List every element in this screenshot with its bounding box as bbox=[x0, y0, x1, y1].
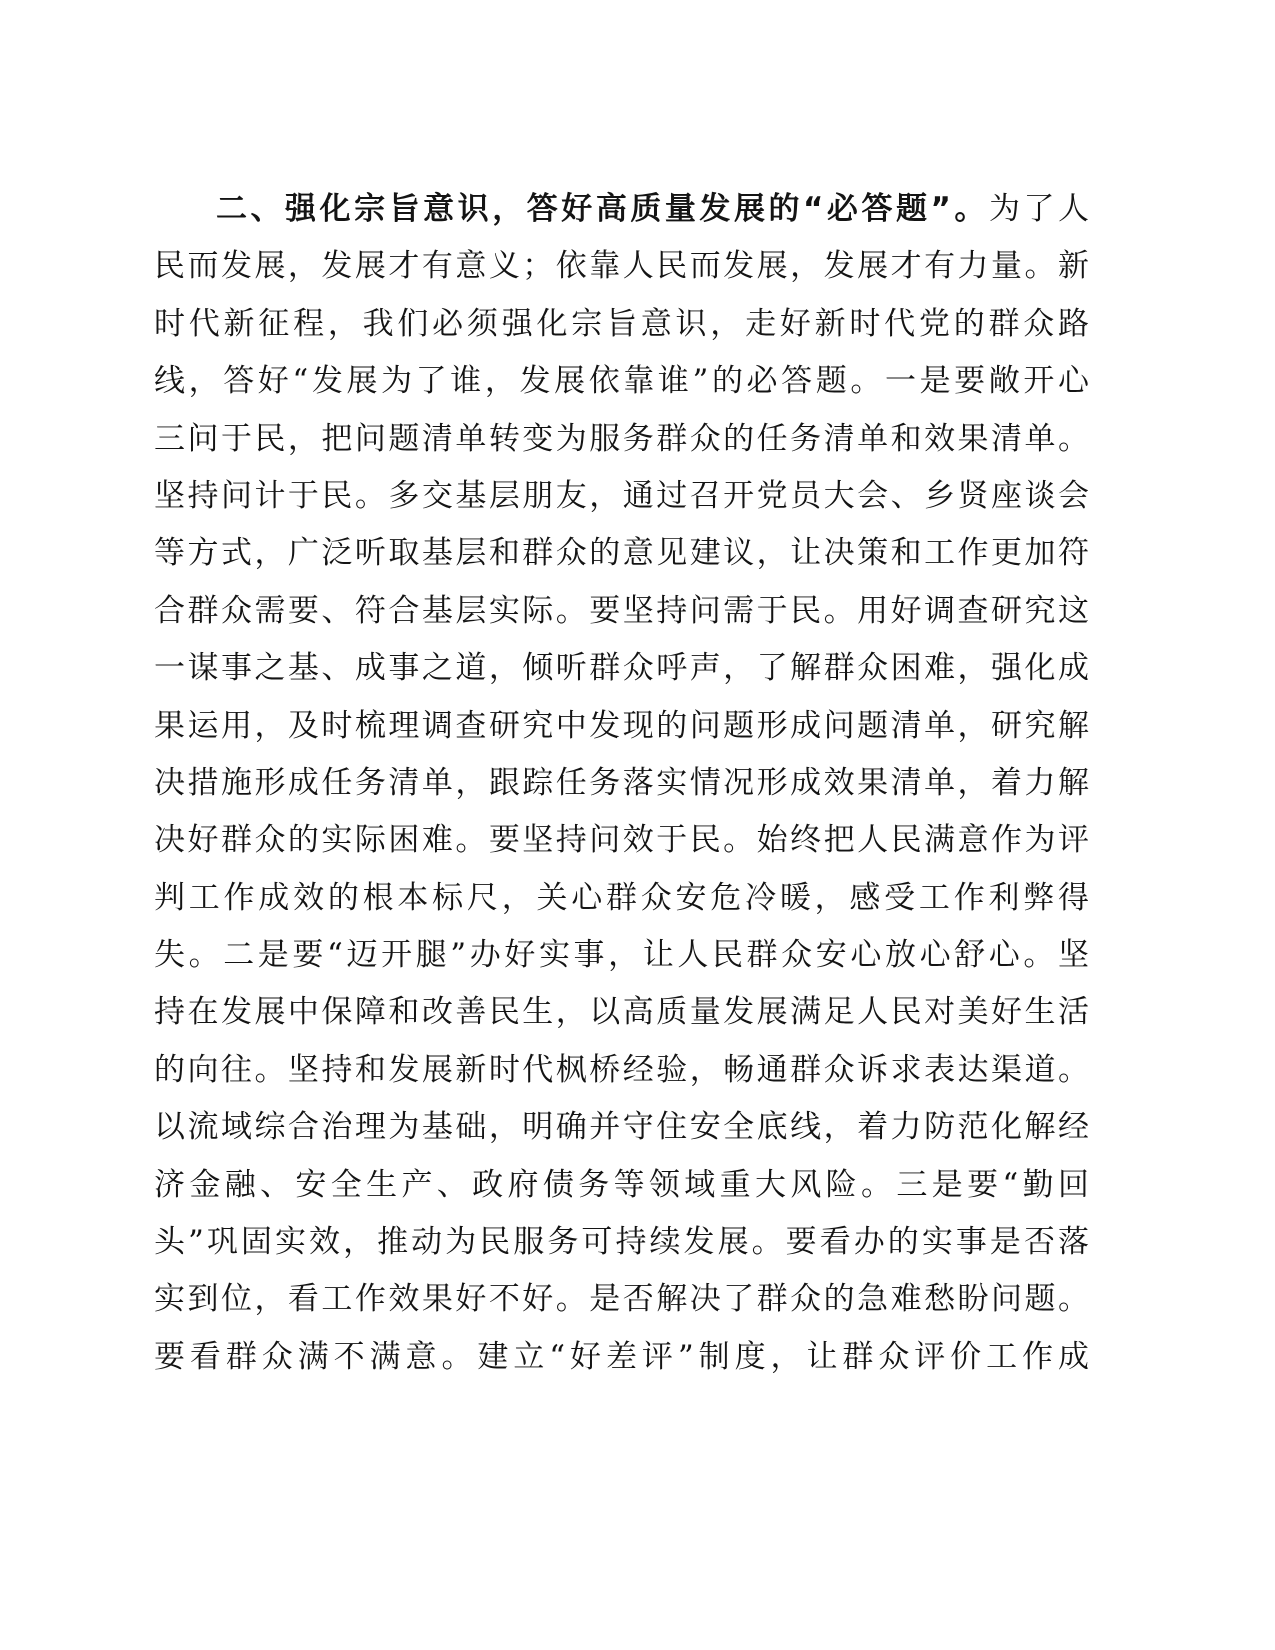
paragraph-line-2: 民而发展，发展才有意义；依靠人民而发展，发展才有力量。新 bbox=[154, 248, 1089, 285]
paragraph-line-7: 等方式，广泛听取基层和群众的意见建议，让决策和工作更加符 bbox=[154, 535, 1089, 572]
paragraph-line-18: 济金融、安全生产、政府债务等领域重大风险。三是要“勤回 bbox=[154, 1166, 1089, 1203]
paragraph-line-6: 坚持问计于民。多交基层朋友，通过召开党员大会、乡贤座谈会 bbox=[154, 477, 1089, 514]
paragraph-line-21: 要看群众满不满意。建立“好差评”制度，让群众评价工作成 bbox=[154, 1338, 1089, 1375]
paragraph-line-1 bbox=[154, 181, 1089, 238]
paragraph-line-17: 以流域综合治理为基础，明确并守住安全底线，着力防范化解经 bbox=[154, 1109, 1089, 1146]
paragraph-text: 为了人 bbox=[988, 191, 1089, 227]
paragraph-line-11: 决措施形成任务清单，跟踪任务落实情况形成效果清单，着力解 bbox=[154, 764, 1089, 801]
paragraph-line-20: 实到位，看工作效果好不好。是否解决了群众的急难愁盼问题。 bbox=[154, 1281, 1089, 1318]
paragraph-line-14: 失。二是要“迈开腿”办好实事，让人民群众安心放心舒心。坚 bbox=[154, 937, 1089, 974]
paragraph-line-13: 判工作成效的根本标尺，关心群众安危冷暖，感受工作利弊得 bbox=[154, 879, 1089, 916]
section-heading: 二、强化宗旨意识，答好高质量发展的“必答题”。 bbox=[216, 191, 989, 227]
paragraph-line-5: 三问于民，把问题清单转变为服务群众的任务清单和效果清单。 bbox=[154, 420, 1089, 457]
paragraph-line-3: 时代新征程，我们必须强化宗旨意识，走好新时代党的群众路 bbox=[154, 305, 1089, 342]
paragraph-line-9: 一谋事之基、成事之道，倾听群众呼声，了解群众困难，强化成 bbox=[154, 650, 1089, 687]
paragraph-line-12: 决好群众的实际困难。要坚持问效于民。始终把人民满意作为评 bbox=[154, 822, 1089, 859]
paragraph-line-8: 合群众需要、符合基层实际。要坚持问需于民。用好调查研究这 bbox=[154, 592, 1089, 629]
body-paragraph bbox=[154, 181, 1089, 1386]
paragraph-line-16: 的向往。坚持和发展新时代枫桥经验，畅通群众诉求表达渠道。 bbox=[154, 1051, 1089, 1088]
paragraph-line-4: 线，答好“发展为了谁，发展依靠谁”的必答题。一是要敞开心 bbox=[154, 363, 1089, 400]
paragraph-line-15: 持在发展中保障和改善民生，以高质量发展满足人民对美好生活 bbox=[154, 994, 1089, 1031]
paragraph-line-19: 头”巩固实效，推动为民服务可持续发展。要看办的实事是否落 bbox=[154, 1224, 1089, 1261]
paragraph-line-10: 果运用，及时梳理调查研究中发现的问题形成问题清单，研究解 bbox=[154, 707, 1089, 744]
